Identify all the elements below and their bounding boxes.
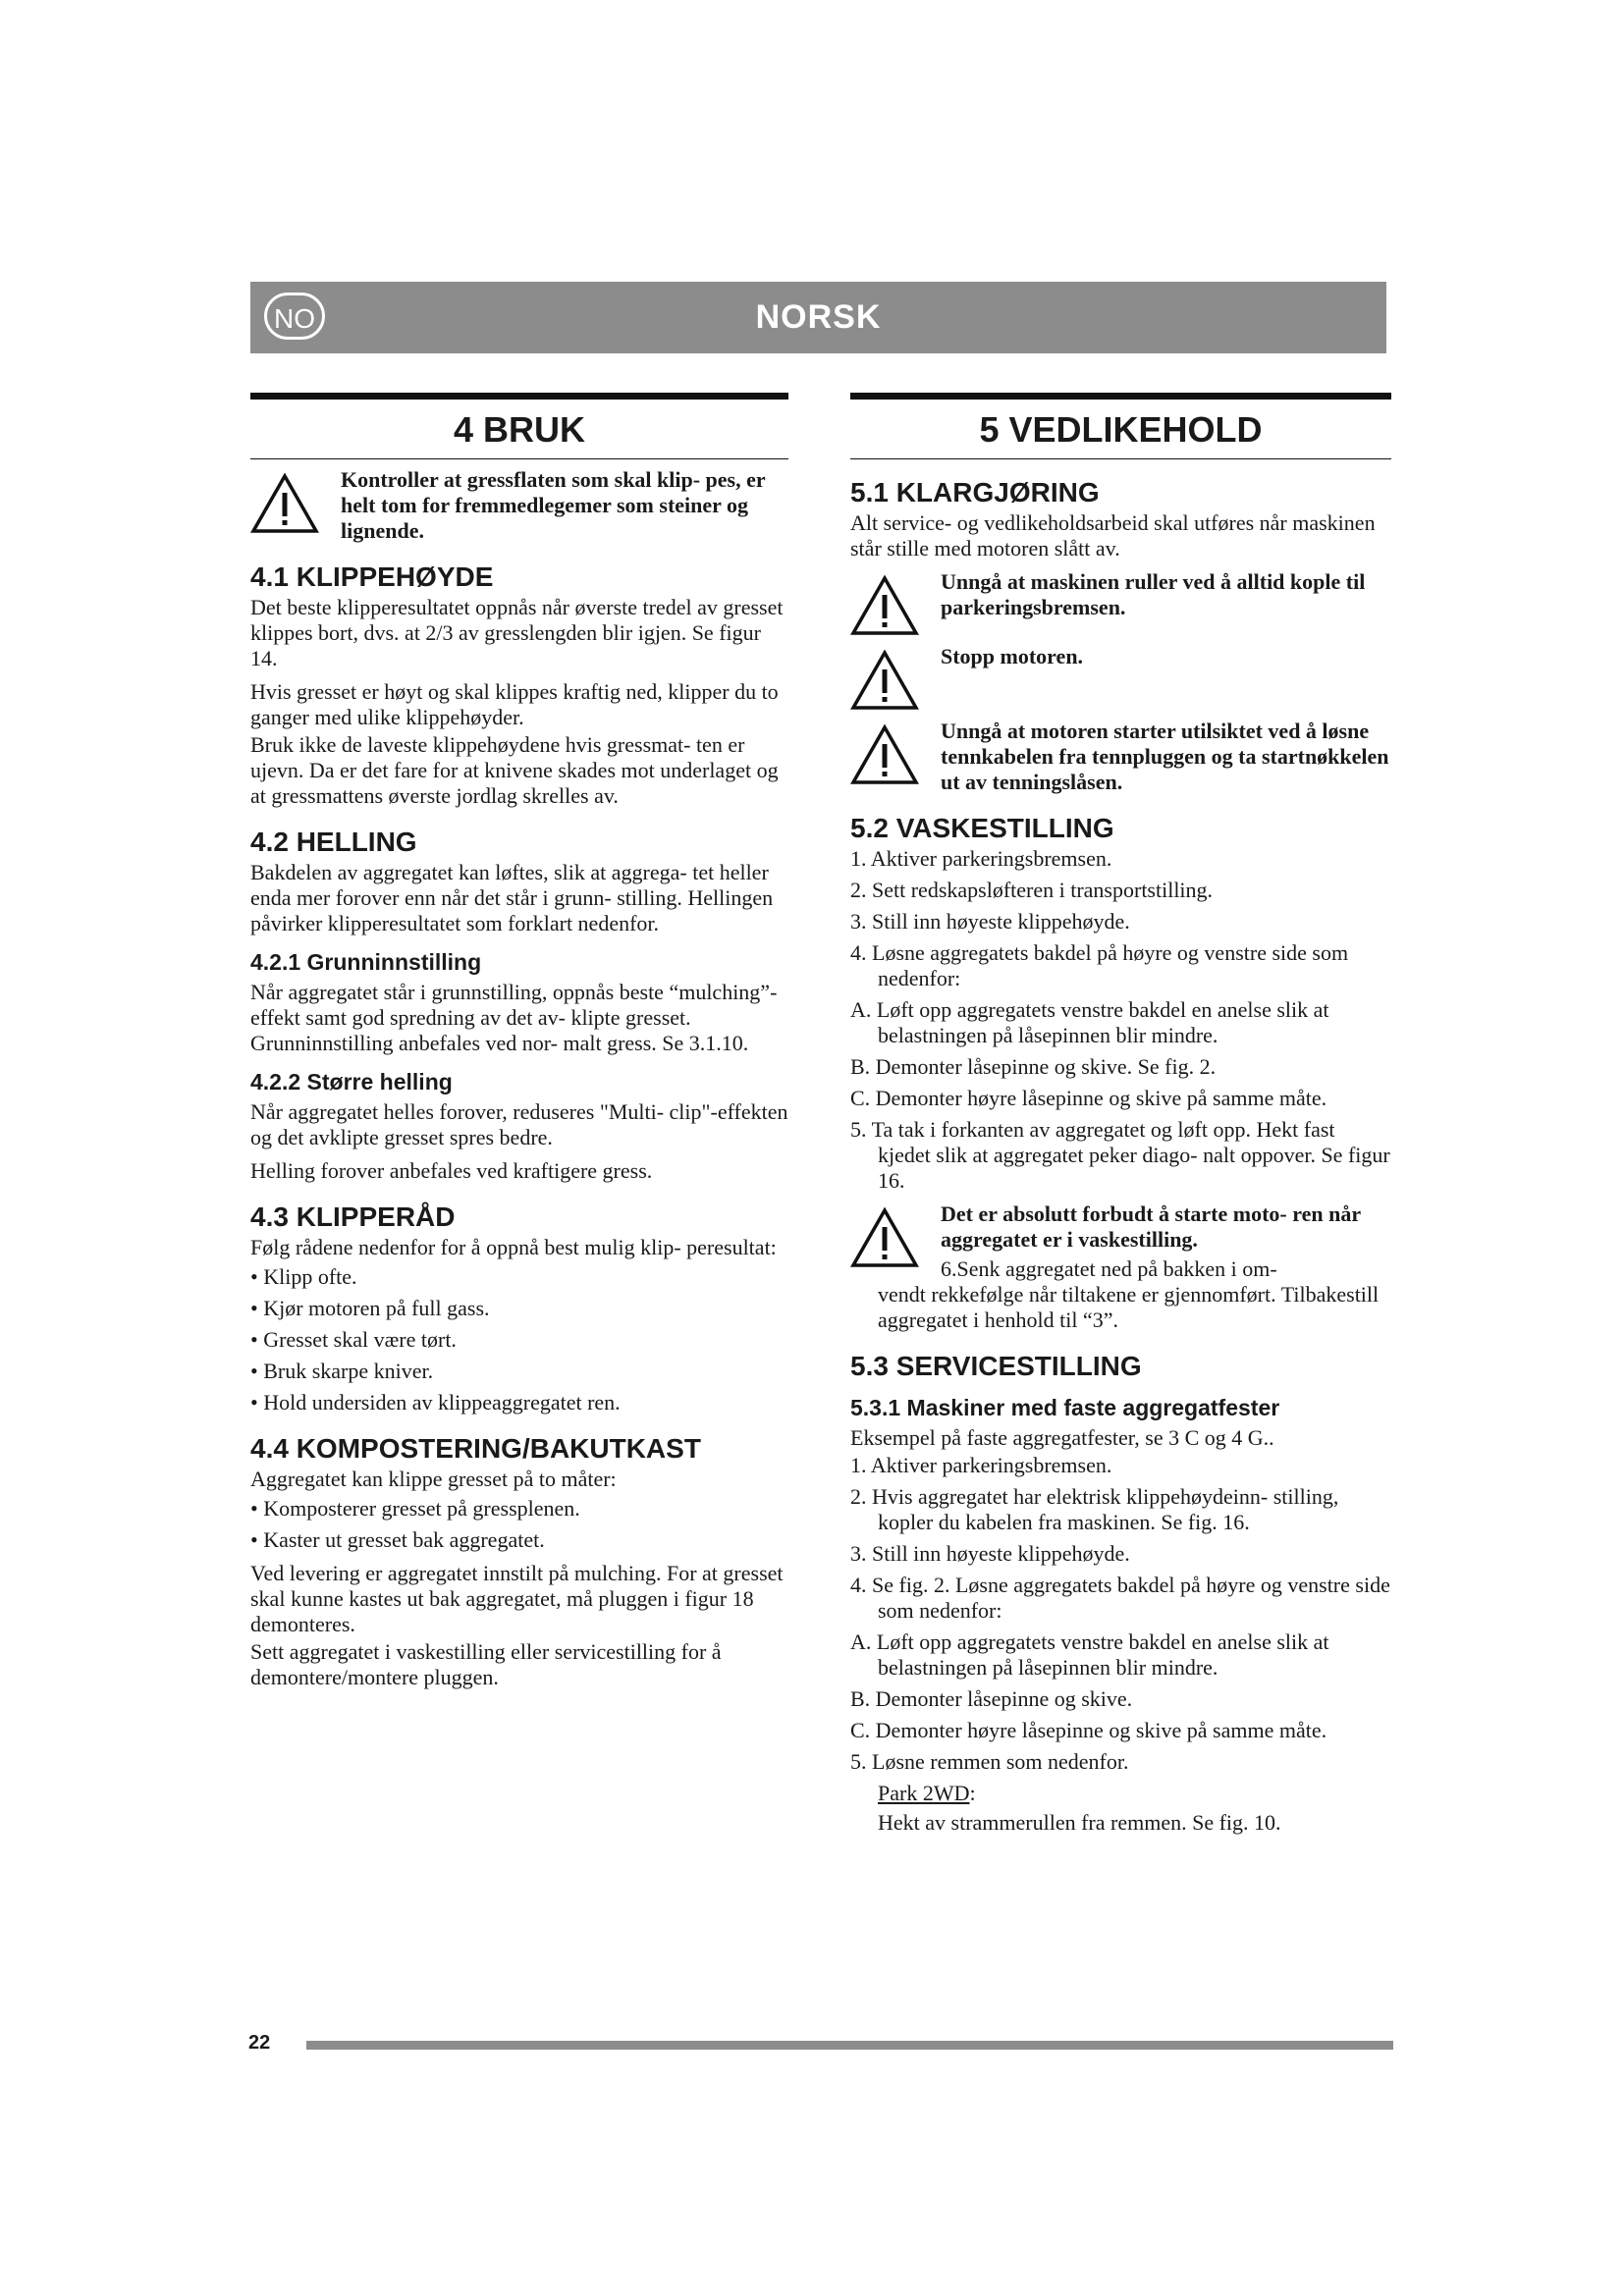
section-title-5-2: 5.2 VASKESTILLING	[850, 813, 1114, 843]
warning-text: Kontroller at gressflaten som skal klip- pes, er helt tom for fremmedlegemer som steiner og lignende.	[341, 467, 766, 543]
park-2wd-label: Park 2WD	[878, 1781, 970, 1805]
warning-block	[850, 1201, 1391, 1282]
paragraph: Hvis gresset er høyt og skal klippes kraftig ned, klipper du to ganger med ulike klippehøyder.	[250, 679, 779, 729]
paragraph: Det beste klipperesultatet oppnås når øverste tredel av gresset klippes bort, dvs. at 2/3 av gresslengden blir igjen. Se figur 14.	[250, 595, 784, 670]
warning-block	[250, 467, 788, 544]
section-title-5-3: 5.3 SERVICESTILLING	[850, 1351, 1142, 1381]
list-item: B. Demonter låsepinne og skive.	[850, 1686, 1133, 1711]
list-item-continuation: vendt rekkefølge når tiltakene er gjennomført. Tilbakestill aggregatet i henhold til “3”.	[878, 1282, 1380, 1332]
section-title-4-3: 4.3 KLIPPERÅD	[250, 1201, 456, 1232]
list-item: C. Demonter høyre låsepinne og skive på samme måte.	[850, 1086, 1327, 1110]
list-item: 4. Løsne aggregatets bakdel på høyre og venstre side som nedenfor:	[850, 940, 1349, 990]
warning-triangle-icon	[850, 650, 919, 711]
section-title-4-4: 4.4 KOMPOSTERING/BAKUTKAST	[250, 1433, 701, 1464]
chapter-title-bruk: 4 BRUK	[250, 400, 788, 459]
right-column	[850, 393, 1391, 1840]
list-item: A. Løft opp aggregatets venstre bakdel en anelse slik at belastningen på låsepinnen blir mindre.	[850, 997, 1329, 1047]
language-banner	[250, 282, 1386, 353]
list-item: 3. Still inn høyeste klippehøyde.	[850, 1541, 1130, 1566]
list-item: C. Demonter høyre låsepinne og skive på samme måte.	[850, 1718, 1327, 1742]
warning-text: Det er absolutt forbudt å starte moto- ren når aggregatet er i vaskestilling.	[941, 1201, 1361, 1252]
park-2wd-colon: :	[969, 1781, 976, 1805]
park-2wd-heading	[878, 1781, 1391, 1806]
warning-text: Unngå at motoren starter utilsiktet ved å løsne tennkabelen fra tennpluggen og ta startnøkkelen ut av tenningslåsen.	[941, 719, 1389, 794]
warning-text: Unngå at maskinen ruller ved å alltid kople til parkeringsbremsen.	[941, 569, 1366, 619]
list-item: 3. Still inn høyeste klippehøyde.	[850, 909, 1130, 934]
paragraph: Hekt av strammerullen fra remmen. Se fig. 10.	[878, 1810, 1281, 1835]
paragraph: Bakdelen av aggregatet kan løftes, slik at aggrega- tet heller enda mer forover enn når det står i grunn- stilling. Hellingen påvirker klipperesultatet som forklart nedenfor.	[250, 860, 774, 935]
paragraph: Sett aggregatet i vaskestilling eller servicestilling for å demontere/montere pluggen.	[250, 1639, 722, 1689]
list-item: • Komposterer gresset på gressplenen.	[250, 1496, 580, 1521]
list-item: 5. Ta tak i forkanten av aggregatet og løft opp. Hekt fast kjedet slik at aggregatet peker diago- nalt oppover. Se figur 16.	[850, 1117, 1390, 1193]
warning-triangle-icon	[250, 473, 319, 534]
warning-content	[941, 1201, 1391, 1282]
warning-triangle-icon	[850, 724, 919, 785]
warning-text: Stopp motoren.	[941, 644, 1084, 668]
list-item: • Kjør motoren på full gass.	[250, 1296, 490, 1320]
page-number: 22	[248, 2032, 271, 2054]
subsection-title-4-2-2: 4.2.2 Større helling	[250, 1069, 453, 1095]
paragraph: Når aggregatet helles forover, reduseres "Multi- clip"-effekten og det avklipte gresset spres bedre.	[250, 1099, 788, 1149]
paragraph: Ved levering er aggregatet innstilt på mulching. For at gresset skal kunne kastes ut bak aggregatet, må pluggen i figur 18 demonteres.	[250, 1561, 784, 1636]
paragraph: Når aggregatet står i grunnstilling, oppnås beste “mulching”-effekt samt god spredning av det av- klipte gresset. Grunninnstilling anbefales ved nor- malt gress. Se 3.1.10.	[250, 980, 778, 1055]
chapter-rule	[250, 393, 788, 400]
chapter-rule	[850, 393, 1391, 400]
subsection-title-5-3-1: 5.3.1 Maskiner med faste aggregatfester	[850, 1395, 1280, 1420]
list-item: 2. Sett redskapsløfteren i transportstilling.	[850, 878, 1214, 902]
list-item: • Bruk skarpe kniver.	[250, 1359, 434, 1383]
warning-block	[850, 569, 1391, 636]
warning-triangle-icon	[850, 575, 919, 636]
paragraph: Eksempel på faste aggregatfester, se 3 C og 4 G..	[850, 1425, 1274, 1450]
list-item: B. Demonter låsepinne og skive. Se fig. 2.	[850, 1054, 1217, 1079]
subsection-title-4-2-1: 4.2.1 Grunninnstilling	[250, 949, 482, 975]
list-item: 2. Hvis aggregatet har elektrisk klippehøydeinn- stilling, kopler du kabelen fra maskinen. Se fig. 16.	[850, 1484, 1339, 1534]
list-item: 1. Aktiver parkeringsbremsen.	[850, 846, 1112, 871]
list-item: 1. Aktiver parkeringsbremsen.	[850, 1453, 1112, 1477]
paragraph: Følg rådene nedenfor for å oppnå best mulig klip- peresultat:	[250, 1235, 777, 1259]
list-item: • Klipp ofte.	[250, 1264, 357, 1289]
list-item: 5. Løsne remmen som nedenfor.	[850, 1749, 1129, 1774]
list-item: • Gresset skal være tørt.	[250, 1327, 457, 1352]
warning-block	[850, 719, 1391, 795]
section-title-4-2: 4.2 HELLING	[250, 827, 417, 857]
language-badge: NO	[264, 293, 325, 340]
language-title: NORSK	[755, 298, 882, 336]
warning-triangle-icon	[850, 1207, 919, 1268]
list-item: • Hold undersiden av klippeaggregatet ren.	[250, 1390, 621, 1415]
footer-rule	[306, 2041, 1393, 2050]
warning-block	[850, 644, 1391, 711]
section-title-5-1: 5.1 KLARGJØRING	[850, 477, 1100, 507]
list-item: 6.Senk aggregatet ned på bakken i om-	[941, 1256, 1277, 1281]
paragraph: Bruk ikke de laveste klippehøydene hvis gressmat- ten er ujevn. Da er det fare for at knivene skades mot underlaget og at gressmattens øverste jordlag skrelles av.	[250, 732, 779, 808]
left-column	[250, 393, 788, 1698]
section-title-4-1: 4.1 KLIPPEHØYDE	[250, 561, 494, 592]
list-item: A. Løft opp aggregatets venstre bakdel en anelse slik at belastningen på låsepinnen blir mindre.	[850, 1629, 1329, 1680]
chapter-title-vedlikehold: 5 VEDLIKEHOLD	[850, 400, 1391, 459]
paragraph: Helling forover anbefales ved kraftigere gress.	[250, 1158, 653, 1183]
paragraph: Alt service- og vedlikeholdsarbeid skal utføres når maskinen står stille med motoren slått av.	[850, 510, 1376, 561]
paragraph: Aggregatet kan klippe gresset på to måter:	[250, 1467, 617, 1491]
list-item: 4. Se fig. 2. Løsne aggregatets bakdel på høyre og venstre side som nedenfor:	[850, 1573, 1390, 1623]
list-item: • Kaster ut gresset bak aggregatet.	[250, 1527, 545, 1552]
